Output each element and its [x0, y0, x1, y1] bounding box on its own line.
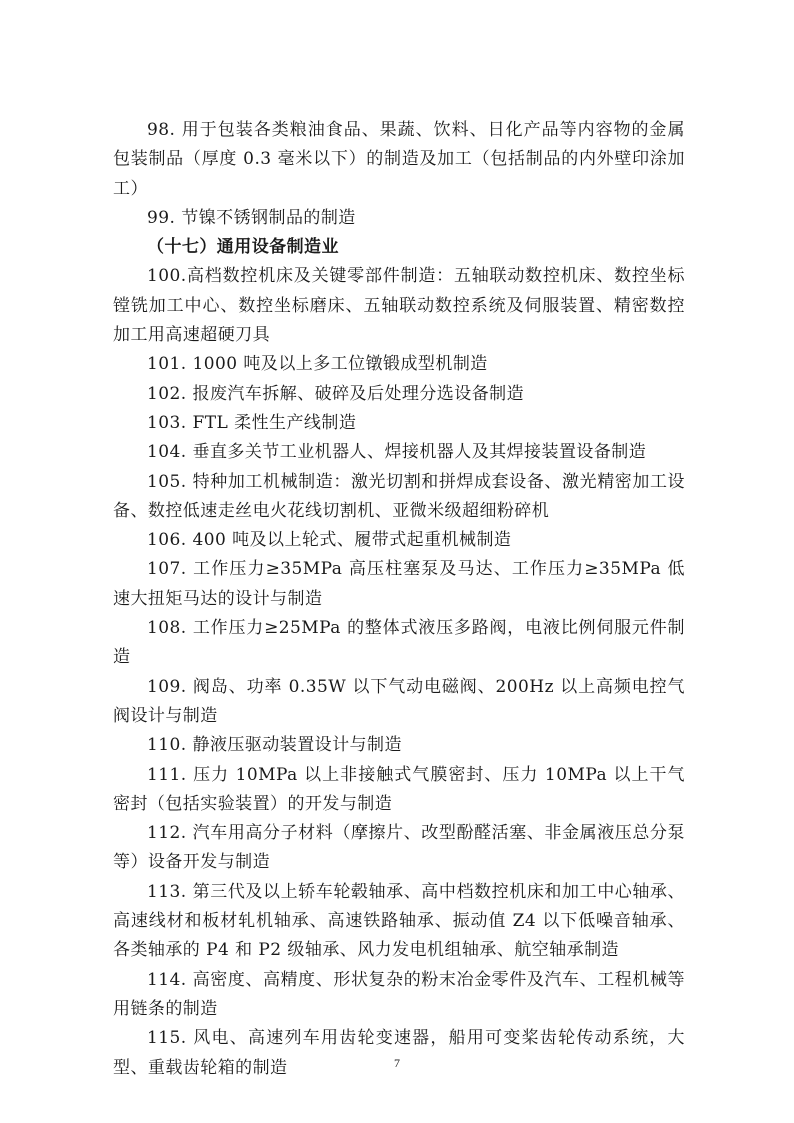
catalog-item-98: 98. 用于包装各类粮油食品、果蔬、饮料、日化产品等内容物的金属包装制品（厚度 0.3 毫米以下）的制造及加工（包括制品的内外壁印涂加工）: [113, 120, 685, 199]
catalog-item-103: 103. FTL 柔性生产线制造: [147, 412, 357, 433]
catalog-item-106: 106. 400 吨及以上轮式、履带式起重机械制造: [147, 530, 512, 551]
catalog-item-109: 109. 阀岛、功率 0.35W 以下气动电磁阀、200Hz 以上高频电控气阀设计与制造: [113, 676, 685, 726]
catalog-item-114: 114. 高密度、高精度、形状复杂的粉末冶金零件及汽车、工程机械等用链条的制造: [113, 969, 685, 1019]
catalog-item-99: 99. 节镍不锈钢制品的制造: [147, 207, 356, 228]
catalog-item-100: 100.高档数控机床及关键零部件制造：五轴联动数控机床、数控坐标镗铣加工中心、数控坐标磨床、五轴联动数控系统及伺服装置、精密数控加工用高速超硬刀具: [113, 266, 685, 346]
catalog-item-115: 115. 风电、高速列车用齿轮变速器，船用可变桨齿轮传动系统，大型、重载齿轮箱的制造: [113, 1028, 685, 1078]
catalog-item-112: 112. 汽车用高分子材料（摩擦片、改型酚醛活塞、非金属液压总分泵等）设备开发与制造: [113, 823, 685, 873]
catalog-item-104: 104. 垂直多关节工业机器人、焊接机器人及其焊接装置设备制造: [147, 442, 647, 463]
catalog-item-108: 108. 工作压力≥25MPa 的整体式液压多路阀，电液比例伺服元件制造: [113, 618, 685, 668]
document-page: [113, 116, 685, 1083]
catalog-item-105: 105. 特种加工机械制造：激光切割和拼焊成套设备、激光精密加工设备、数控低速走丝电火花线切割机、亚微米级超细粉碎机: [113, 471, 685, 521]
catalog-item-101: 101. 1000 吨及以上多工位镦锻成型机制造: [147, 354, 488, 375]
catalog-item-102: 102. 报废汽车拆解、破碎及后处理分选设备制造: [147, 383, 525, 404]
catalog-item-111: 111. 压力 10MPa 以上非接触式气膜密封、压力 10MPa 以上干气密封（包括实验装置）的开发与制造: [113, 764, 685, 814]
section-heading: （十七）通用设备制造业: [147, 237, 339, 258]
catalog-item-113: 113. 第三代及以上轿车轮毂轴承、高中档数控机床和加工中心轴承、高速线材和板材轧机轴承、高速铁路轴承、振动值 Z4 以下低噪音轴承、各类轴承的 P4 和 P2 级轴承、风力发电机组轴承、航空轴承制造: [113, 881, 685, 961]
catalog-item-107: 107. 工作压力≥35MPa 高压柱塞泵及马达、工作压力≥35MPa 低速大扭矩马达的设计与制造: [113, 559, 685, 609]
catalog-item-110: 110. 静液压驱动装置设计与制造: [147, 735, 402, 756]
page-number: 7: [394, 1056, 400, 1070]
